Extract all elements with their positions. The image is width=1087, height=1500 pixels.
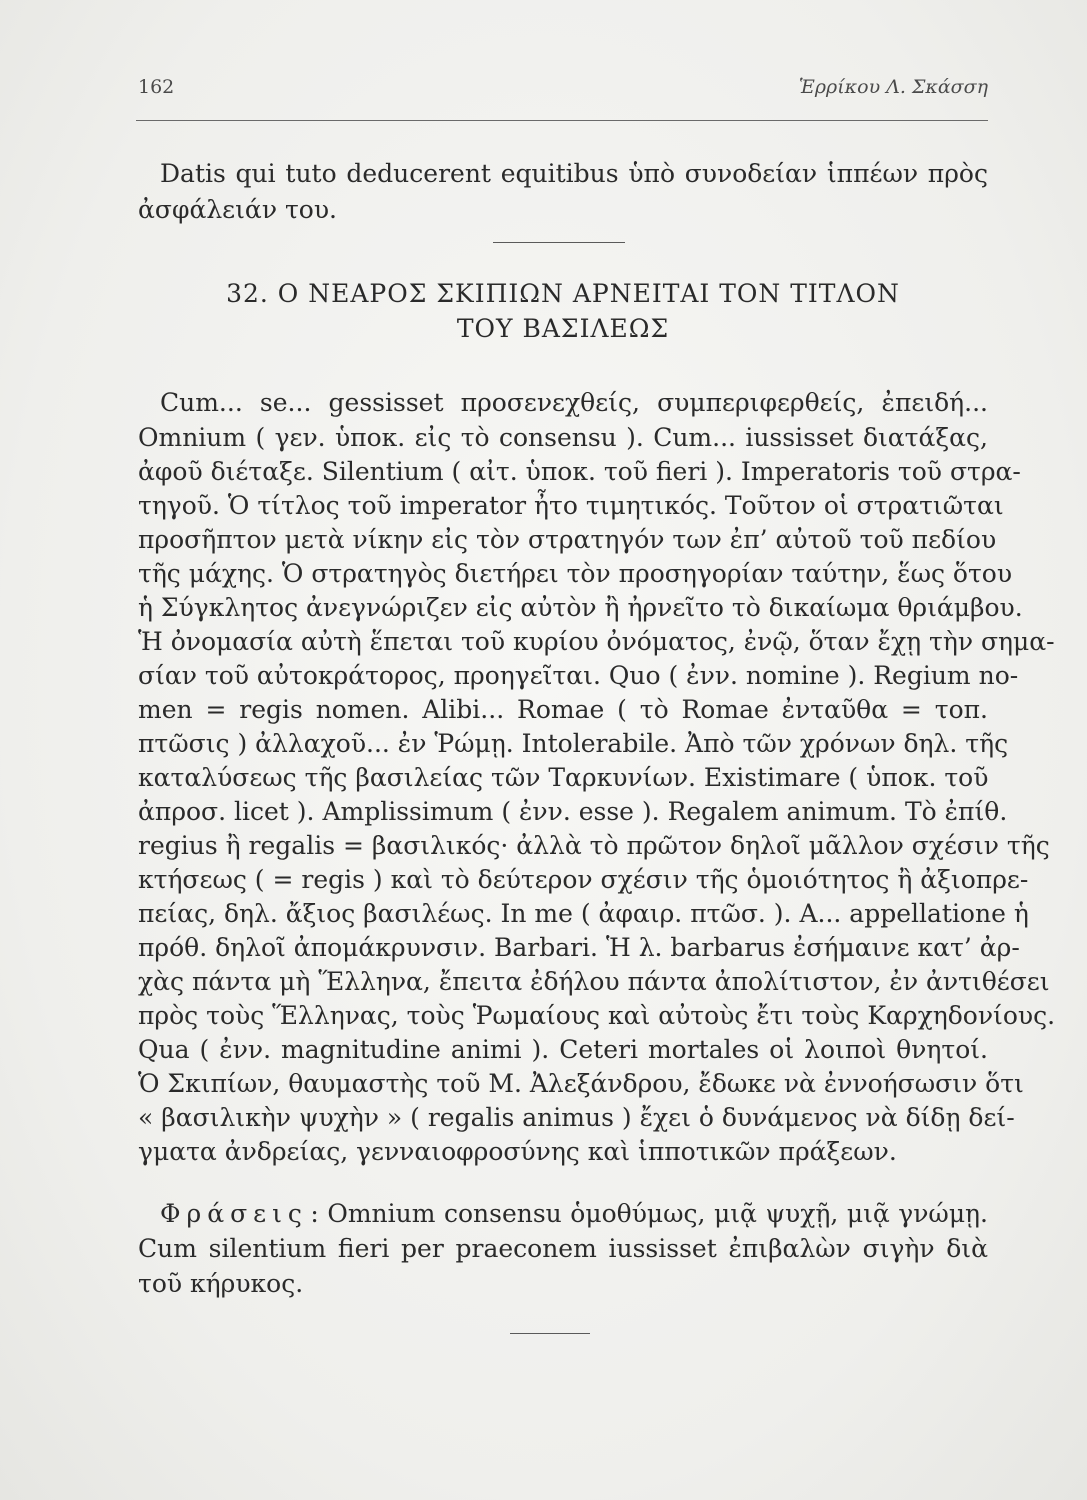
body-line: σίαν τοῦ αὐτοκράτορος, προηγεῖται. Quo ( ἐνν. nomine ). Regium no- — [138, 661, 1019, 690]
body-line: Ὁ Σκιπίων, θαυμαστὴς τοῦ Μ. Ἀλεξάνδρου, ἔδωκε νὰ ἐννοήσωσιν ὅτι — [138, 1069, 1024, 1098]
body-line: men = regis nomen. Alibi... Romae ( τὸ Romae ἐνταῦθα = τοπ. — [138, 695, 988, 724]
body-line: καταλύσεως τῆς βασιλείας τῶν Ταρκυνίων. Existimare ( ὑποκ. τοῦ — [138, 763, 989, 792]
body-line: « βασιλικὴν ψυχὴν » ( regalis animus ) ἔχει ὁ δυνάμενος νὰ δίδῃ δεί- — [138, 1103, 1015, 1132]
phrases-line: τοῦ κήρυκος. — [138, 1269, 304, 1298]
body-line: γματα ἀνδρείας, γενναιοφροσύνης καὶ ἱπποτικῶν πράξεων. — [138, 1137, 897, 1166]
body-line: πτῶσις ) ἀλλαχοῦ... ἐν Ῥώμῃ. Intolerabile. Ἀπὸ τῶν χρόνων δηλ. τῆς — [138, 729, 1009, 758]
running-head: Ἑρρίκου Λ. Σκάσση — [798, 76, 988, 98]
body-line: πρόθ. δηλοῖ ἀπομάκρυνσιν. Barbari. Ἡ λ. barbarus ἐσήμαινε κατ’ ἀρ- — [138, 933, 1020, 962]
body-line: ἡ Σύγκλητος ἀνεγνώριζεν εἰς αὐτὸν ἢ ἠρνεῖτο τὸ δικαίωμα θριάμβου. — [138, 593, 1023, 622]
phrases-label: Φράσεις — [160, 1199, 308, 1228]
phrases-line: Omnium consensu ὁμοθύμως, μιᾷ ψυχῇ, μιᾷ γνώμῃ. — [327, 1199, 988, 1228]
body-line: πρὸς τοὺς Ἕλληνας, τοὺς Ῥωμαίους καὶ αὐτοὺς ἔτι τοὺς Καρχηδονίους. — [138, 1001, 1056, 1030]
intro-line: ἀσφάλειάν του. — [138, 195, 337, 224]
body-line: προσῆπτον μετὰ νίκην εἰς τὸν στρατηγόν των ἐπ’ αὐτοῦ τοῦ πεδίου — [138, 525, 997, 554]
header-rule — [136, 120, 988, 121]
end-divider — [510, 1333, 590, 1334]
phrases-first-line: Φράσεις : Omnium consensu ὁμοθύμως, μιᾷ ψυχῇ, μιᾷ γνώμῃ. — [160, 1199, 988, 1228]
page-number: 162 — [138, 76, 175, 98]
body-line: τηγοῦ. Ὁ τίτλος τοῦ imperator ἦτο τιμητικός. Τοῦτον οἱ στρατιῶται — [138, 491, 1004, 520]
body-line: Cum... se... gessisset προσενεχθείς, συμπεριφερθείς, ἐπειδή... — [160, 388, 988, 417]
section-divider — [493, 242, 625, 243]
phrases-line: Cum silentium fieri per praeconem iussisset ἐπιβαλὼν σιγὴν διὰ — [138, 1234, 988, 1263]
page-header — [138, 76, 988, 106]
section-title-line-2: ΤΟΥ ΒΑΣΙΛΕΩΣ — [456, 314, 670, 343]
body-line: Omnium ( γεν. ὑποκ. εἰς τὸ consensu ). Cum... iussisset διατάξας, — [138, 423, 988, 452]
intro-line: Datis qui tuto deducerent equitibus ὑπὸ συνοδείαν ἱππέων πρὸς — [160, 159, 988, 188]
body-line: κτήσεως ( = regis ) καὶ τὸ δεύτερον σχέσιν τῆς ὁμοιότητος ἢ ἀξιοπρε- — [138, 865, 1029, 894]
body-line: ἀπροσ. licet ). Amplissimum ( ἐνν. esse ). Regalem animum. Τὸ ἐπίθ. — [138, 797, 1008, 826]
body-line: regius ἢ regalis = βασιλικός· ἀλλὰ τὸ πρῶτον δηλοῖ μᾶλλον σχέσιν τῆς — [138, 831, 1050, 860]
body-line: Ἡ ὀνομασία αὐτὴ ἕπεται τοῦ κυρίου ὀνόματος, ἐνῷ, ὅταν ἔχῃ τὴν σημα- — [138, 627, 1055, 656]
body-line: τῆς μάχης. Ὁ στρατηγὸς διετήρει τὸν προσηγορίαν ταύτην, ἕως ὅτου — [138, 559, 1013, 588]
body-line: πείας, δηλ. ἄξιος βασιλέως. In me ( ἀφαιρ. πτῶσ. ). A... appellatione ἡ — [138, 899, 1029, 928]
body-line: ἀφοῦ διέταξε. Silentium ( αἰτ. ὑποκ. τοῦ fieri ). Imperatoris τοῦ στρα- — [138, 457, 1021, 486]
section-title-line-1: 32. Ο ΝΕΑΡΟΣ ΣΚΙΠΙΩΝ ΑΡΝΕΙΤΑΙ ΤΟΝ ΤΙΤΛΟΝ — [226, 279, 900, 308]
body-line: χὰς πάντα μὴ Ἕλληνα, ἔπειτα ἐδήλου πάντα ἀπολίτιστον, ἐν ἀντιθέσει — [138, 967, 1050, 996]
body-line: Qua ( ἐνν. magnitudine animi ). Ceteri mortales οἱ λοιποὶ θνητοί. — [138, 1035, 988, 1064]
